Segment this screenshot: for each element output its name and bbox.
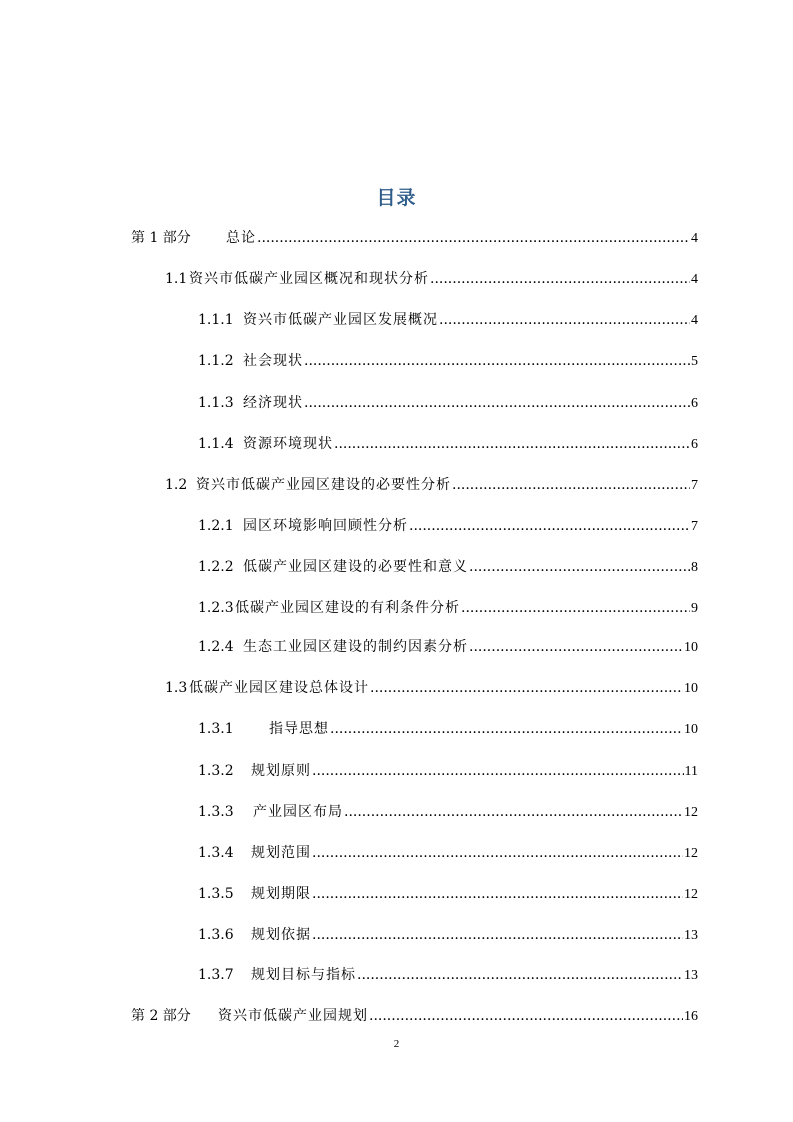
toc-entry-1-3-6[interactable] (198, 926, 698, 944)
toc-dot-leader (469, 558, 690, 576)
toc-entry-page: 4 (691, 231, 698, 246)
toc-entry-1-3-4[interactable] (198, 844, 698, 862)
toc-entry-page: 12 (684, 887, 698, 902)
toc-entry-text: 资兴市低碳产业园区建设的必要性分析 (196, 477, 451, 493)
toc-entry-page: 11 (684, 764, 698, 779)
toc-entry-text: 规划原则 (251, 763, 311, 779)
toc-entry-1-3-1[interactable] (198, 720, 698, 738)
toc-entry-text: 低碳产业园区建设的必要性和意义 (243, 559, 468, 575)
toc-entry-page: 12 (684, 805, 698, 820)
toc-entry-text: 社会现状 (243, 353, 303, 369)
toc-entry-page: 4 (691, 272, 698, 287)
toc-dot-leader (452, 476, 690, 494)
toc-entry-number: 1.3.3 (198, 804, 234, 820)
toc-dot-leader (312, 762, 684, 780)
toc-entry-page: 10 (684, 681, 698, 696)
toc-entry-number: 1.1.2 (198, 353, 234, 369)
toc-entry-1-2[interactable] (165, 476, 698, 494)
toc-entry-1-3-7[interactable] (198, 966, 698, 984)
toc-entry-page: 13 (684, 968, 698, 983)
toc-entry-page: 7 (691, 519, 698, 534)
toc-dot-leader (257, 229, 690, 247)
toc-dot-leader (330, 720, 683, 738)
toc-entry-number: 1.2.2 (198, 559, 234, 575)
toc-entry-number: 1.2.1 (198, 518, 234, 534)
toc-entry-number: 1.1.4 (198, 436, 234, 452)
toc-dot-leader (357, 966, 683, 984)
toc-entry-text: 低碳产业园区建设总体设计 (189, 680, 369, 696)
toc-entry-1-2-3[interactable] (198, 599, 698, 617)
toc-entry-number: 1.3.1 (198, 721, 234, 737)
toc-entry-number: 1.3.6 (198, 927, 234, 943)
toc-entry-text: 低碳产业园区建设的有利条件分析 (235, 600, 460, 616)
toc-entry-page: 4 (691, 313, 698, 328)
page-title: 目录 (376, 187, 417, 209)
toc-entry-page: 6 (691, 437, 698, 452)
toc-dot-leader (304, 352, 690, 370)
page-number: 2 (393, 1038, 400, 1050)
toc-entry-page: 5 (691, 354, 698, 369)
toc-entry-number: 1.3.5 (198, 886, 234, 902)
toc-entry-text: 园区环境影响回顾性分析 (243, 518, 408, 534)
toc-entry-1-3[interactable] (165, 679, 698, 697)
toc-dot-leader (369, 1007, 683, 1025)
toc-entry-text: 生态工业园区建设的制约因素分析 (243, 639, 468, 655)
toc-entry-1-2-1[interactable] (198, 517, 698, 535)
toc-dot-leader (312, 844, 683, 862)
toc-dot-leader (461, 599, 690, 617)
toc-entry-number: 1.2.3 (198, 600, 234, 616)
toc-entry-part-2[interactable] (131, 1007, 698, 1025)
toc-entry-1-3-3[interactable] (198, 803, 698, 821)
toc-entry-page: 9 (691, 601, 698, 616)
toc-entry-number: 1.3.7 (198, 967, 234, 983)
toc-dot-leader (304, 394, 690, 412)
toc-entry-1-1-1[interactable] (198, 311, 698, 329)
toc-entry-text: 资源环境现状 (243, 436, 333, 452)
toc-dot-leader (312, 885, 683, 903)
toc-dot-leader (344, 803, 683, 821)
toc-entry-page: 10 (684, 722, 698, 737)
toc-entry-number: 1.1 (165, 271, 188, 287)
toc-entry-1-1-2[interactable] (198, 352, 698, 370)
toc-entry-text: 规划目标与指标 (251, 967, 356, 983)
toc-dot-leader (334, 435, 690, 453)
toc-entry-1-3-5[interactable] (198, 885, 698, 903)
toc-entry-number: 1.3.4 (198, 845, 234, 861)
toc-entry-text: 规划依据 (251, 927, 311, 943)
toc-entry-text: 产业园区布局 (253, 804, 343, 820)
toc-entry-number: 第 2 部分 (131, 1008, 191, 1024)
toc-entry-text: 规划范围 (251, 845, 311, 861)
toc-entry-page: 12 (684, 846, 698, 861)
toc-entry-part-1[interactable] (131, 229, 698, 247)
toc-entry-1-2-4[interactable] (198, 638, 698, 656)
toc-entry-number: 1.2 (165, 477, 188, 493)
toc-entry-number: 1.1.1 (198, 312, 234, 328)
toc-entry-text: 指导思想 (269, 721, 329, 737)
toc-dot-leader (430, 270, 690, 288)
toc-dot-leader (439, 311, 690, 329)
toc-entry-text: 规划期限 (251, 886, 311, 902)
toc-entry-1-1[interactable] (165, 270, 698, 288)
toc-dot-leader (469, 638, 683, 656)
toc-entry-number: 1.3.2 (198, 763, 234, 779)
toc-entry-page: 7 (691, 478, 698, 493)
toc-entry-page: 16 (684, 1009, 698, 1024)
toc-entry-page: 8 (691, 560, 698, 575)
toc-entry-1-3-2[interactable] (198, 762, 698, 780)
toc-entry-number: 1.2.4 (198, 639, 234, 655)
toc-entry-page: 10 (684, 640, 698, 655)
toc-entry-number: 1.1.3 (198, 395, 234, 411)
toc-dot-leader (409, 517, 690, 535)
toc-entry-number: 1.3 (165, 680, 188, 696)
toc-entry-page: 13 (684, 928, 698, 943)
toc-entry-1-1-3[interactable] (198, 394, 698, 412)
toc-entry-1-1-4[interactable] (198, 435, 698, 453)
toc-entry-text: 总论 (226, 230, 256, 246)
toc-entry-text: 资兴市低碳产业园区发展概况 (243, 312, 438, 328)
toc-entry-text: 资兴市低碳产业园区概况和现状分析 (189, 271, 429, 287)
toc-entry-page: 6 (691, 396, 698, 411)
toc-entry-text: 资兴市低碳产业园规划 (218, 1008, 368, 1024)
toc-dot-leader (312, 926, 683, 944)
toc-dot-leader (370, 679, 683, 697)
toc-entry-1-2-2[interactable] (198, 558, 698, 576)
toc-entry-number: 第 1 部分 (131, 230, 191, 246)
toc-entry-text: 经济现状 (243, 395, 303, 411)
